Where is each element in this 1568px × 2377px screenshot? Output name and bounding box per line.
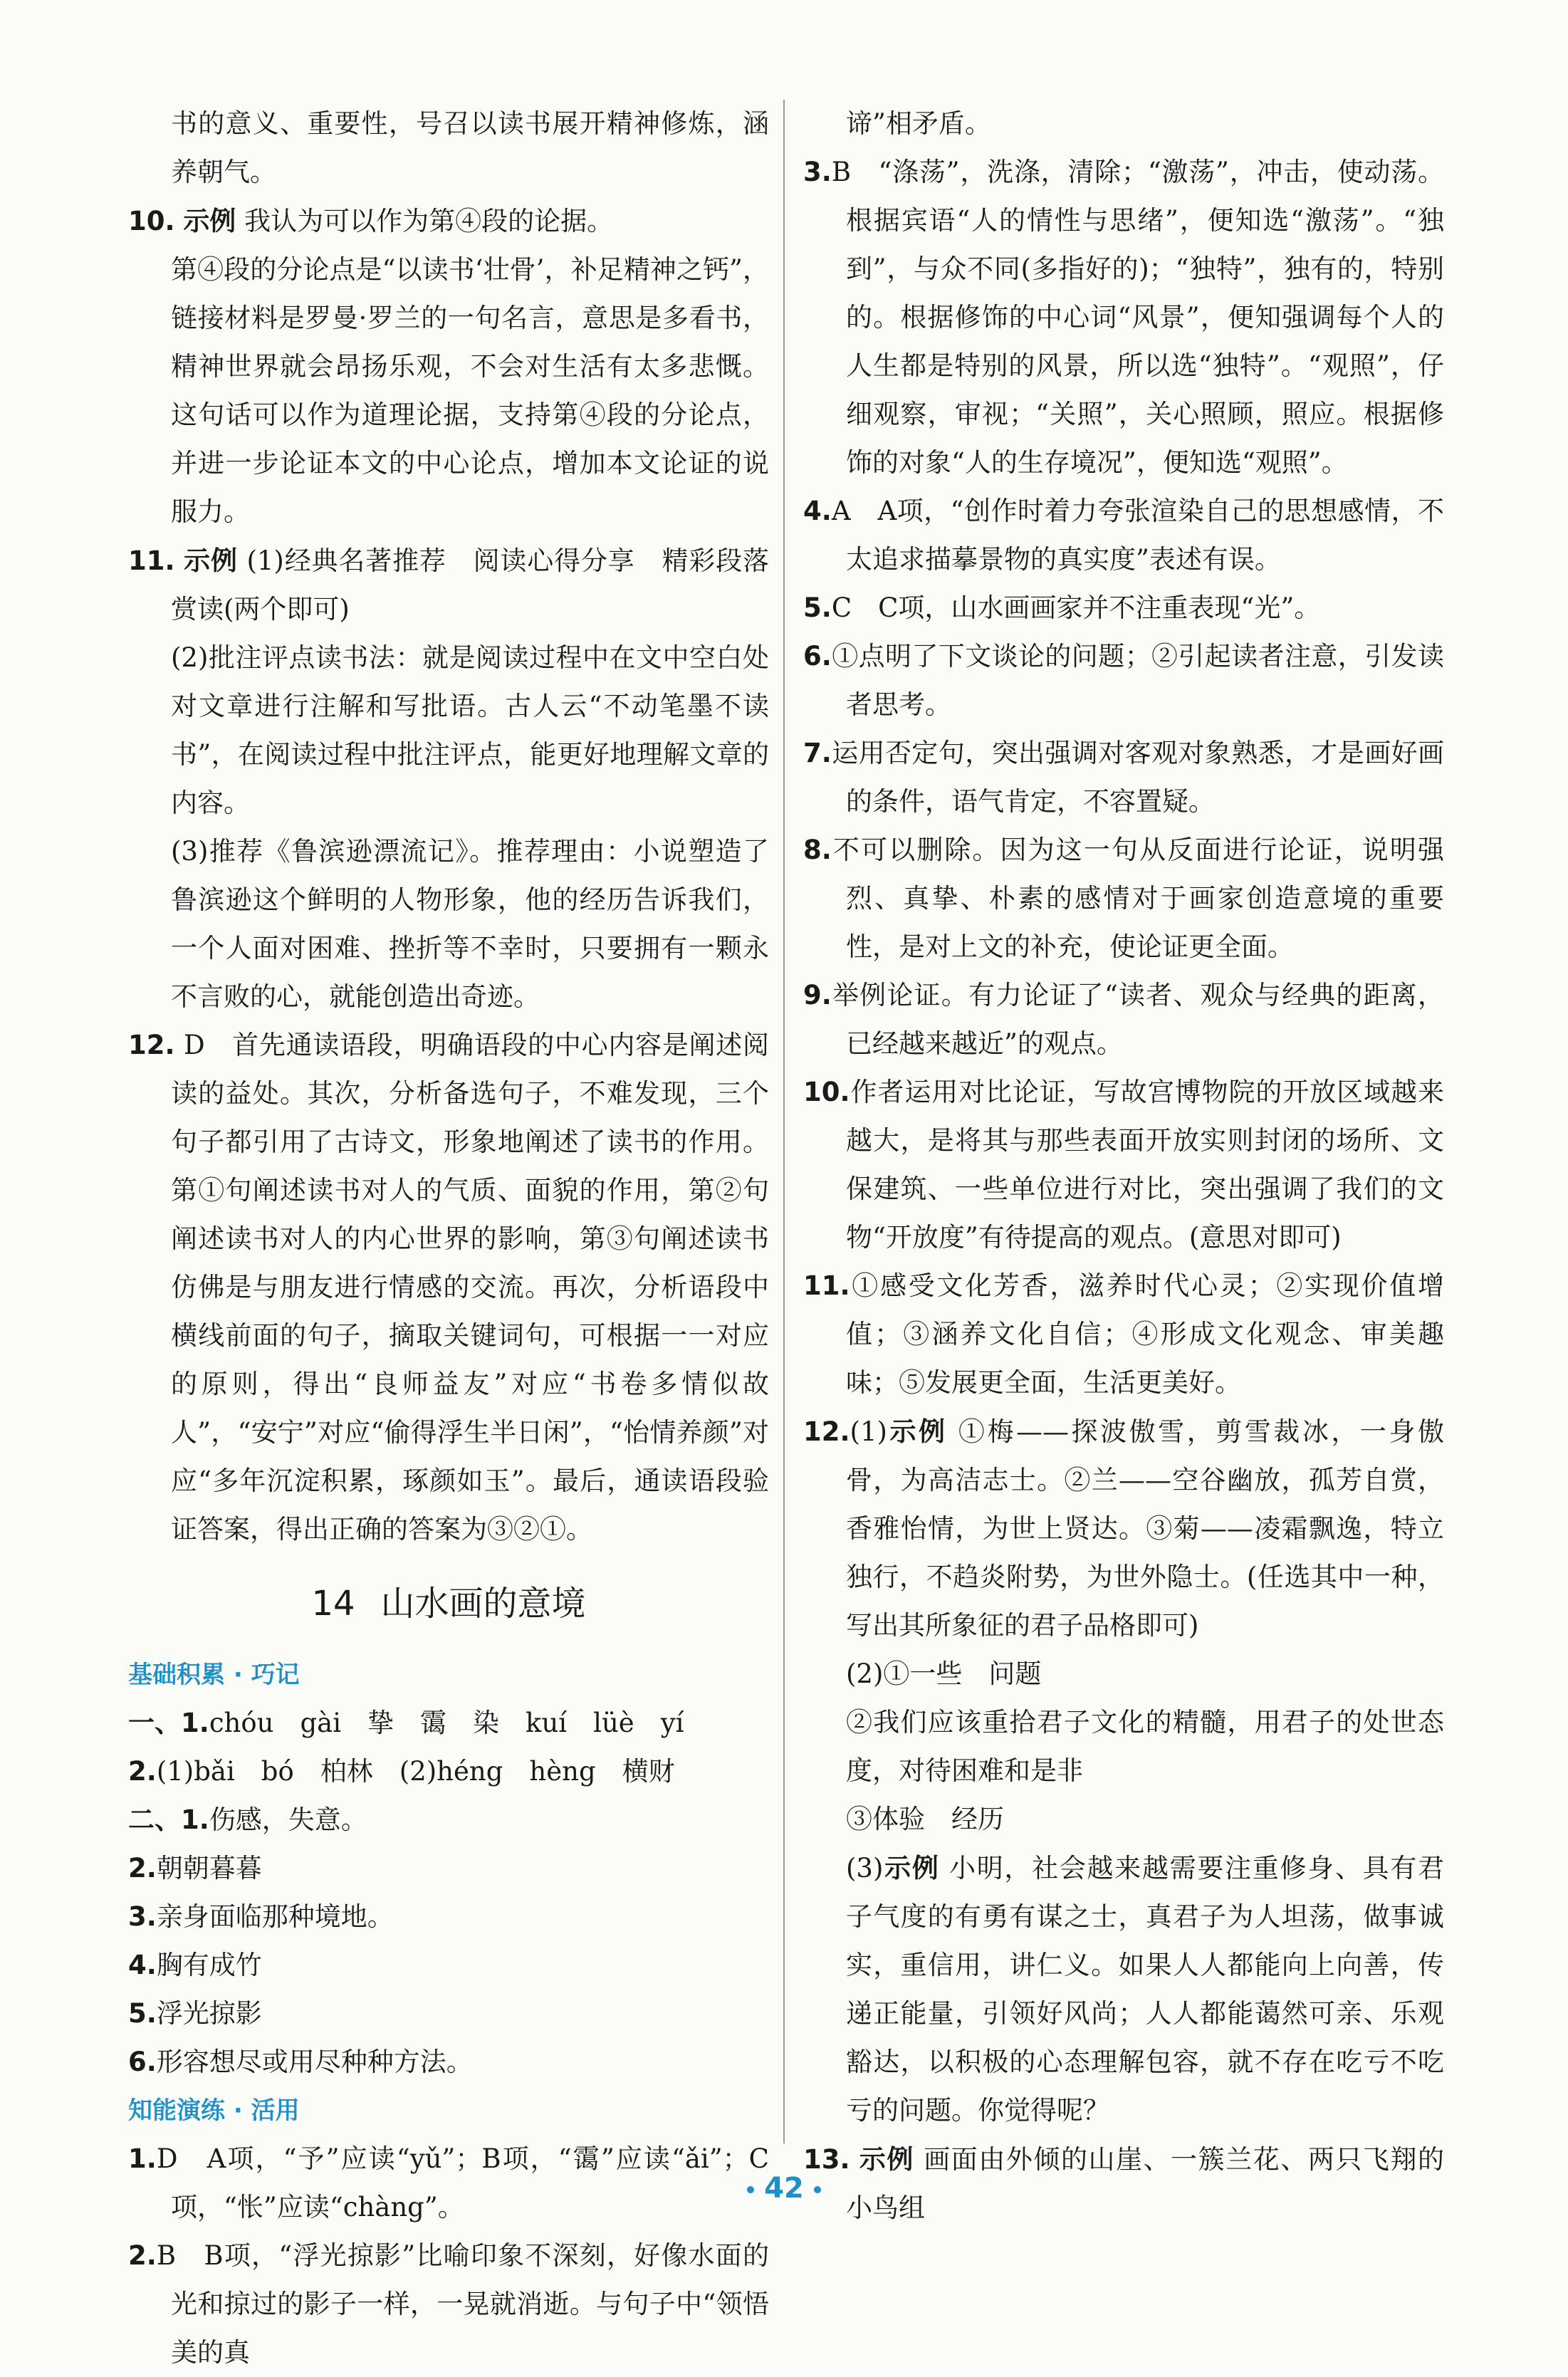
list-item: 2.B B项，“浮光掠影”比喻印象不深刻，好像水面的光和掠过的影子一样，一晃就消逝。与句子中“领悟美的真 [128, 2240, 769, 2368]
question-number: 12. [803, 1416, 850, 1447]
lesson-number: 14 [311, 1584, 355, 1624]
list-item: 8.不可以删除。因为这一句从反面进行论证，说明强烈、真挚、朴素的感情对于画家创造意境的重要性，是对上文的补充，使论证更全面。 [803, 835, 1444, 962]
answer-text: (1)经典名著推荐 阅读心得分享 精彩段落赏读(两个即可) [171, 545, 769, 625]
list-item: 9.举例论证。有力论证了“读者、观众与经典的距离，已经越来越近”的观点。 [803, 980, 1444, 1059]
continued-text: 书的意义、重要性，号召以读书展开精神修炼，涵养朝气。 [171, 108, 769, 187]
right-column [803, 100, 1444, 2232]
section-heading-basic: 基础积累 · 巧记 [128, 1661, 300, 1689]
continued-text: 谛”相矛盾。 [846, 108, 991, 139]
example-label: 示例 [883, 1852, 940, 1884]
answer-text: ①梅——探波傲雪，剪雪裁冰，一身傲骨，为高洁志士。②兰——空谷幽放，孤芳自赏，香雅怡情，为世上贤达。③菊——凌霜飘逸，特立独行，不趋炎附势，为世外隐士。(任选其中一种，写出其所象征的君子品格即可) [846, 1416, 1445, 1641]
answer-12-part2b: ②我们应该重拾君子文化的精髓，用君子的处世态度，对待困难和是非 [846, 1707, 1444, 1786]
answer-10 [128, 197, 769, 246]
list-item: 6.形容想尽或用尽种种方法。 [128, 2047, 473, 2077]
question-number: 11. [128, 545, 175, 576]
example-label: 示例 [859, 2143, 914, 2175]
answer-12: 12.(1)示例 ①梅——探波傲雪，剪雪裁冰，一身傲骨，为高洁志士。②兰——空谷幽放，孤芳自赏，香雅怡情，为世上贤达。③菊——凌霜飘逸，特立独行，不趋炎附势，为世外隐士。(任选其中一种，写出其所象征的君子品格即可) [803, 1416, 1445, 1641]
answer-12-part2: (2)①一些 问题 [846, 1658, 1042, 1689]
answer-12 [128, 1021, 769, 1554]
answer-11-part2: (2)批注评点读书法：就是阅读过程中在文中空白处对文章进行注解和写批语。古人云“不动笔墨不读书”，在阅读过程中批注评点，能更好地理解文章的内容。 [171, 642, 769, 818]
question-number: 10. [128, 206, 175, 236]
answer-12-part2c: ③体验 经历 [846, 1804, 1004, 1834]
answer-text: D 首先通读语段，明确语段的中心内容是阐述阅读的益处。其次，分析备选句子，不难发现，三个句子都引用了古诗文，形象地阐述了读书的作用。第①句阐述读书对人的气质、面貌的作用，第②句阐述读书对人的内心世界的影响，第③句阐述读书仿佛是与朋友进行情感的交流。再次，分析语段中横线前面的句子，摘取关键词句，可根据一一对应的原则，得出“良师益友”对应“书卷多情似故人”，“安宁”对应“偷得浮生半日闲”，“怡情养颜”对应“多年沉淀积累，琢颜如玉”。最后，通读语段验证答案，得出正确的答案为③②①。 [171, 1030, 769, 1545]
lesson-title [128, 1561, 769, 1646]
basic-answers-list [128, 1699, 769, 2086]
list-item: 3.亲身面临那种境地。 [128, 1901, 394, 1932]
question-number: 13. [803, 2144, 850, 2175]
left-column [128, 100, 769, 2377]
list-item: 5.浮光掠影 [128, 1998, 262, 2029]
dot-icon [747, 2186, 754, 2193]
answer-10-body: 第④段的分论点是“以读书‘壮骨’，补足精神之钙”，链接材料是罗曼·罗兰的一句名言，意思是多看书，精神世界就会昂扬乐观，不会对生活有太多悲慨。这句话可以作为道理论据，支持第④段的分论点，并进一步论证本文的中心论点，增加本文论证的说服力。 [171, 254, 769, 527]
answer-11 [128, 536, 769, 634]
dot-icon [814, 2186, 821, 2193]
example-label: 示例 [184, 545, 238, 576]
example-label: 示例 [183, 205, 236, 236]
question-number: 12. [128, 1030, 175, 1060]
column-divider [783, 100, 785, 2143]
example-label: 示例 [887, 1416, 948, 1447]
list-item: 4.A A项，“创作时着力夸张渲染自己的思想感情，不太追求描摹景物的真实度”表述有误。 [803, 496, 1444, 575]
list-item: 11.①感受文化芳香，滋养时代心灵；②实现价值增值；③涵养文化自信；④形成文化观念、审美趣味；⑤发展更全面，生活更美好。 [803, 1270, 1444, 1398]
lesson-name: 山水画的意境 [380, 1584, 586, 1624]
list-item: 二、1.伤感，失意。 [128, 1804, 367, 1835]
list-item: 5.C C项，山水画画家并不注重表现“光”。 [803, 592, 1321, 623]
answer-text: 我认为可以作为第④段的论据。 [244, 206, 614, 236]
list-item: 2.朝朝暮暮 [128, 1853, 262, 1884]
list-item: 2.(1)bǎi bó 柏林 (2)héng hèng 横财 [128, 1756, 675, 1787]
answer-11-part3: (3)推荐《鲁滨逊漂流记》。推荐理由：小说塑造了鲁滨逊这个鲜明的人物形象，他的经历告诉我们，一个人面对困难、挫折等不幸时，只要拥有一颗永不言败的心，就能创造出奇迹。 [171, 836, 769, 1012]
section-heading-practice: 知能演练 · 活用 [128, 2096, 300, 2125]
list-item: 6.①点明了下文谈论的问题；②引起读者注意，引发读者思考。 [803, 641, 1444, 720]
list-item: 4.胸有成竹 [128, 1950, 262, 1980]
list-item: 1.D A项，“予”应读“yǔ”；B项，“霭”应读“ǎi”；C项，“怅”应读“chàng”。 [128, 2143, 769, 2222]
list-item: 一、1.chóu gài 挚 霭 染 kuí lüè yí [128, 1708, 684, 1738]
answer-12-part3: (3)示例 小明，社会越来越需要注重修身、具有君子气度的有勇有谋之士，真君子为人坦荡，做事诚实，重信用，讲仁义。如果人人都能向上向善，传递正能量，引领好风尚；人人都能蔼然可亲、乐观豁达，以积极的心态理解包容，就不存在吃亏不吃亏的问题。你觉得呢？ [846, 1852, 1445, 2126]
list-item: 7.运用否定句，突出强调对客观对象熟悉，才是画好画的条件，语气肯定，不容置疑。 [803, 738, 1444, 817]
answer-13: 13. 示例 画面由外倾的山崖、一簇兰花、两只飞翔的小鸟组 [803, 2143, 1445, 2223]
list-item: 10.作者运用对比论证，写故宫博物院的开放区域越来越大，是将其与那些表面开放实则封闭的场所、文保建筑、一些单位进行对比，突出强调了我们的文物“开放度”有待提高的观点。(意思对即可) [803, 1077, 1444, 1253]
list-item: 3.B “涤荡”，洗涤，清除；“激荡”，冲击，使动荡。根据宾语“人的情性与思绪”，便知选“激荡”。“独到”，与众不同(多指好的)；“独特”，独有的，特别的。根据修饰的中心词“风景”，便知强调每个人的人生都是特别的风景，所以选“独特”。“观照”，仔细观察，审视；“关照”，关心照顾，照应。根据修饰的对象“人的生存境况”，便知选“观照”。 [803, 157, 1444, 478]
page-number: 42 [0, 2172, 1568, 2205]
